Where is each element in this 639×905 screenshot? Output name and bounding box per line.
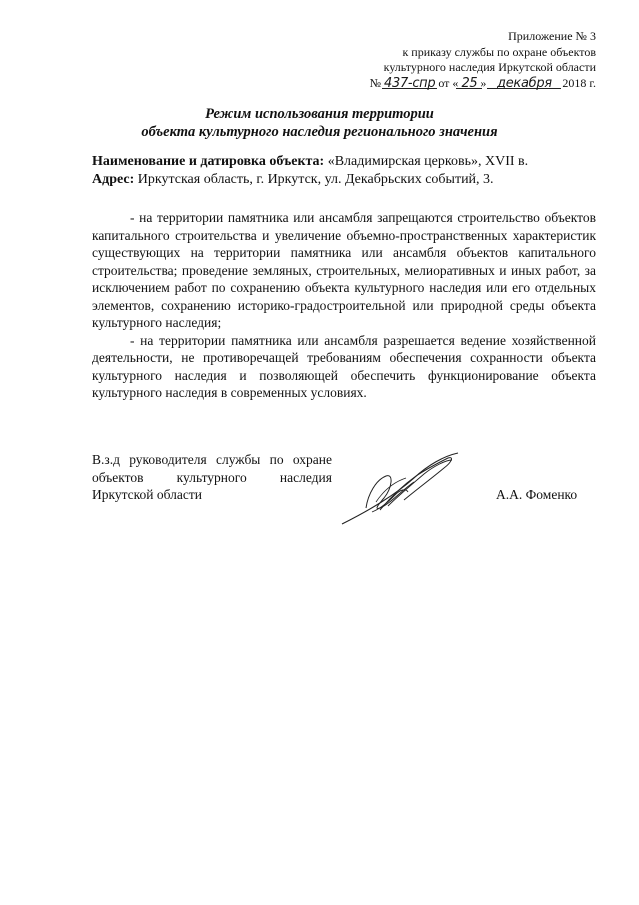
object-address-value: Иркутская область, г. Иркутск, ул. Декабрьских событий, 3.	[134, 172, 494, 187]
order-from-label: от «	[438, 75, 459, 90]
regime-text	[92, 209, 596, 402]
handwritten-signature	[336, 450, 466, 530]
appendix-line-2: к приказу службы по охране объектов	[402, 44, 596, 59]
appendix-line-3: культурного наследия Иркутской области	[383, 60, 596, 74]
order-month-field	[489, 76, 559, 92]
title-line-1: Режим использования территории	[205, 106, 434, 122]
document-title	[0, 105, 639, 141]
order-number-field	[384, 76, 435, 92]
object-address-label: Адрес:	[92, 172, 135, 187]
object-name-label: Наименование и датировка объекта:	[92, 154, 325, 169]
signatory-position: В.з.д руководителя службы по охране объектов культурного наследия Иркутской области	[92, 452, 332, 502]
signatory-name: А.А. Фоменко	[496, 487, 578, 502]
permissions-paragraph: - на территории памятника или ансамбля разрешается ведение хозяйственной деятельности, не противоречащей требованиям обеспечения сохранности объекта культурного наследия и позволяющей обеспечить функционирование объекта культурного наследия в современных условиях.	[92, 332, 596, 400]
title-line-2: объекта культурного наследия регионального значения	[141, 124, 498, 140]
order-number-label: №	[369, 75, 382, 90]
prohibitions-paragraph: - на территории памятника или ансамбля запрещаются строительство объектов капитального строительства и увеличение объемно-пространственных характеристик существующих на территории памятника или ансамбля объектов капитального строительства; проведение земляных, строительных, мелиоративных и иных работ, за исключением работ по сохранению объекта культурного наследия или его отдельных элементов, сохранению историко-градостроительной или природной среды объекта культурного наследия;	[92, 210, 596, 330]
order-year: 2018 г.	[562, 75, 596, 90]
object-name-value: «Владимирская церковь», XVII в.	[324, 154, 529, 169]
appendix-header	[370, 29, 596, 91]
appendix-line-1: Приложение № 3	[508, 29, 596, 43]
object-info	[92, 153, 592, 189]
order-reference	[370, 76, 596, 92]
object-address-row	[92, 171, 592, 189]
order-quote-close: »	[480, 75, 487, 90]
object-name-row	[92, 153, 592, 171]
order-number: 437-спр	[384, 75, 436, 91]
order-day: 25	[461, 75, 478, 91]
order-day-field	[458, 76, 480, 92]
order-month: декабря	[497, 75, 552, 91]
